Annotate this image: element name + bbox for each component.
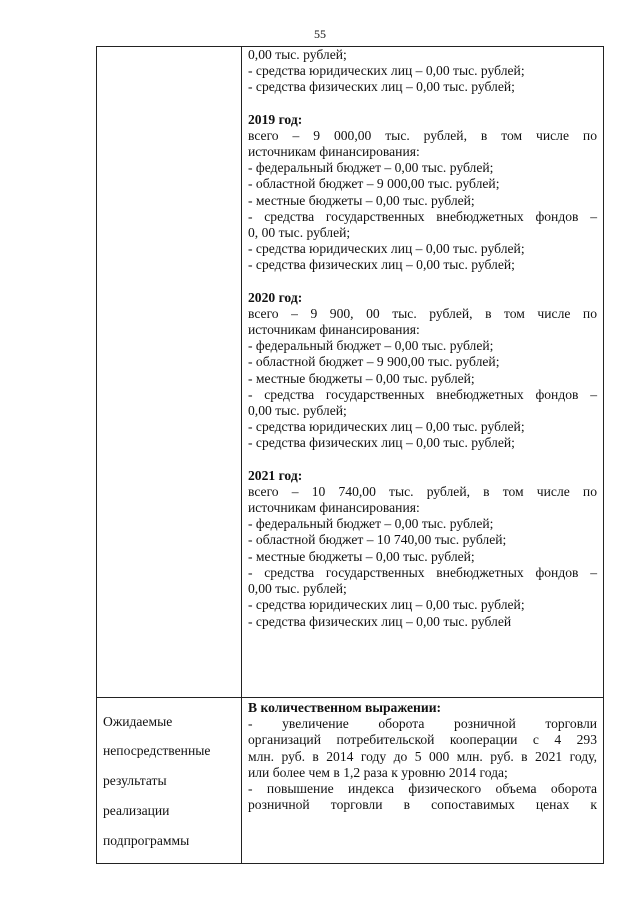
results-label-cell xyxy=(97,698,242,864)
year-2021-regional: - областной бюджет – 10 740,00 тыс. рублей; xyxy=(248,532,507,548)
results-line: - увеличение оборота розничной торговли xyxy=(248,716,597,732)
results-label-line: непосредственные xyxy=(103,743,211,759)
year-2019-offbudget-cont: 0, 00 тыс. рублей; xyxy=(248,225,351,241)
year-2020-offbudget-cont: 0,00 тыс. рублей; xyxy=(248,403,347,419)
year-2021-individual: - средства физических лиц – 0,00 тыс. рублей xyxy=(248,613,512,629)
year-2020-total: всего – 9 900, 00 тыс. рублей, в том числе по xyxy=(248,305,597,321)
results-text-cell xyxy=(242,698,604,864)
year-2020-total-cont: источникам финансирования: xyxy=(248,322,420,338)
results-label-line: реализации xyxy=(103,802,170,818)
funding-label-cell xyxy=(97,47,242,698)
year-2019-legal: - средства юридических лиц – 0,00 тыс. рублей; xyxy=(248,241,525,257)
funding-text-cell xyxy=(242,47,604,698)
year-2020-individual: - средства физических лиц – 0,00 тыс. рублей; xyxy=(248,435,515,451)
year-2020-federal: - федеральный бюджет – 0,00 тыс. рублей; xyxy=(248,338,494,354)
year-2019-federal: - федеральный бюджет – 0,00 тыс. рублей; xyxy=(248,160,494,176)
results-heading: В количественном выражении: xyxy=(248,700,442,715)
results-row xyxy=(97,698,604,864)
year-2020-regional: - областной бюджет – 9 900,00 тыс. рублей; xyxy=(248,354,500,370)
funding-line: 0,00 тыс. рублей; xyxy=(248,47,347,62)
page-number: 55 xyxy=(314,27,326,41)
results-label-line: Ожидаемые xyxy=(103,713,173,729)
year-2019-total-cont: источникам финансирования: xyxy=(248,144,420,160)
year-2021-legal: - средства юридических лиц – 0,00 тыс. рублей; xyxy=(248,597,525,613)
year-2021-offbudget-cont: 0,00 тыс. рублей; xyxy=(248,581,347,597)
passport-table xyxy=(96,46,604,864)
results-label-line: результаты xyxy=(103,773,167,789)
year-2020-heading: 2020 год: xyxy=(248,289,303,305)
year-2021-local: - местные бюджеты – 0,00 тыс. рублей; xyxy=(248,548,475,564)
year-2021-heading: 2021 год: xyxy=(248,467,303,483)
results-line: организаций потребительской кооперации с 4 293 xyxy=(248,732,597,748)
year-2021-federal: - федеральный бюджет – 0,00 тыс. рублей; xyxy=(248,516,494,532)
year-2019-regional: - областной бюджет – 9 000,00 тыс. рублей; xyxy=(248,176,500,192)
results-line: розничной торговли в сопоставимых ценах к xyxy=(248,797,597,813)
year-2019-individual: - средства физических лиц – 0,00 тыс. рублей; xyxy=(248,257,515,273)
year-2021-total-cont: источникам финансирования: xyxy=(248,500,420,516)
funding-row xyxy=(97,47,604,698)
year-2020-legal: - средства юридических лиц – 0,00 тыс. рублей; xyxy=(248,419,525,435)
year-2021-total: всего – 10 740,00 тыс. рублей, в том числе по xyxy=(248,483,597,499)
year-2019-total: всего – 9 000,00 тыс. рублей, в том числе по xyxy=(248,127,597,143)
results-label-line: подпрограммы xyxy=(103,832,190,848)
results-line: или более чем в 1,2 раза к уровню 2014 года; xyxy=(248,764,508,780)
funding-line: - средства физических лиц – 0,00 тыс. рублей; xyxy=(248,79,515,95)
funding-line: - средства юридических лиц – 0,00 тыс. рублей; xyxy=(248,63,525,79)
year-2019-heading: 2019 год: xyxy=(248,111,303,127)
year-2020-offbudget: - средства государственных внебюджетных фондов – xyxy=(248,386,597,402)
year-2021-offbudget: - средства государственных внебюджетных фондов – xyxy=(248,564,597,580)
results-line: млн. руб. в 2014 году до 5 000 млн. руб. в 2021 году, xyxy=(248,748,597,764)
year-2019-local: - местные бюджеты – 0,00 тыс. рублей; xyxy=(248,192,475,208)
year-2019-offbudget: - средства государственных внебюджетных фондов – xyxy=(248,208,597,224)
year-2020-local: - местные бюджеты – 0,00 тыс. рублей; xyxy=(248,370,475,386)
results-line: - повышение индекса физического объема оборота xyxy=(248,781,597,797)
